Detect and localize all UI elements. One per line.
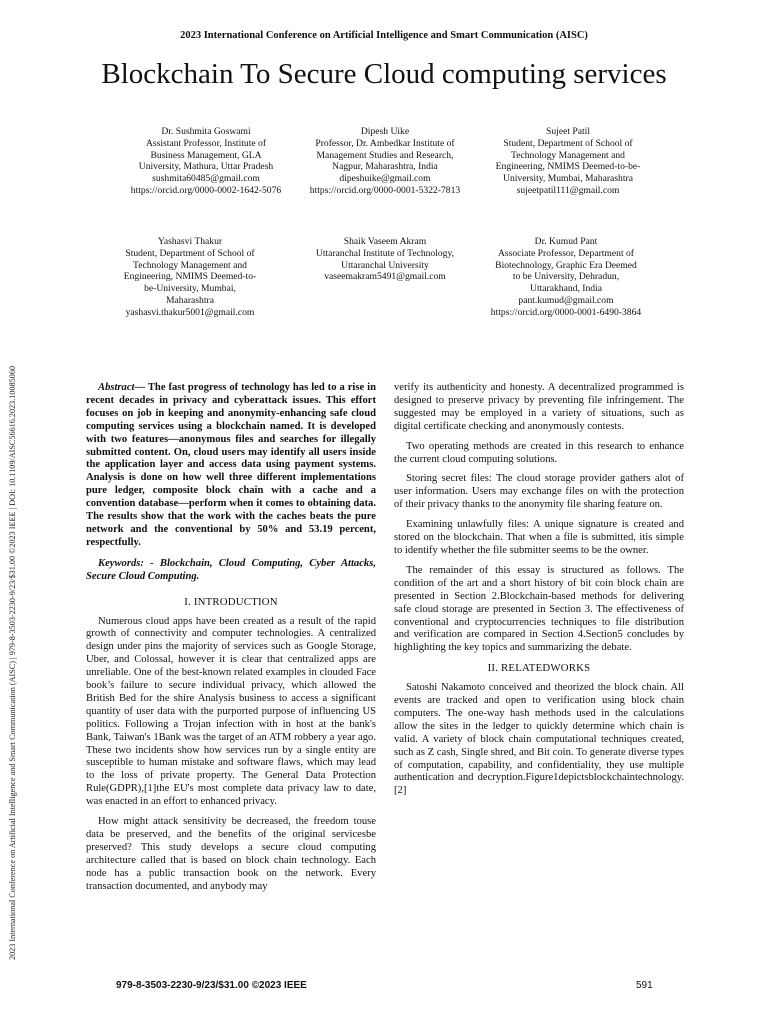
author-orcid: https://orcid.org/0000-0001-5322-7813 — [309, 184, 461, 196]
author-block — [468, 126, 668, 197]
page-number: 591 — [636, 980, 653, 991]
body-paragraph: The remainder of this essay is structured as follows. The condition of the art and a short history of bit coin block chain are presented in Section 2.Blockchain-based methods for delivering safe cloud storage are presented in Section 3. The effectiveness of conventional and cryptocurrencies techniques to file distribution and verification are compared in Section 4.Section5 concludes by highlighting the key topics and summarizing the debate. — [394, 564, 684, 654]
author-line: Associate Professor, Department of — [497, 247, 635, 259]
author-line: Engineering, NMIMS Deemed-to-be- — [495, 161, 641, 173]
author-name: Shaik Vaseem Akram — [343, 236, 427, 247]
author-name: Yashasvi Thakur — [157, 236, 223, 247]
author-line: Uttarakhand, India — [530, 283, 602, 295]
author-block — [466, 236, 666, 319]
conference-header: 2023 International Conference on Artificial Intelligence and Smart Communication (AISC) — [180, 30, 588, 41]
author-name: Dipesh Uike — [360, 126, 410, 137]
author-email: vaseemakram5491@gmail.com — [324, 271, 446, 283]
author-line: Maharashtra — [166, 294, 214, 306]
author-line: Engineering, NMIMS Deemed-to- — [123, 271, 257, 283]
left-column — [86, 382, 376, 901]
author-line: Nagpur, Maharashtra, India — [332, 161, 438, 173]
paper-title: Blockchain To Secure Cloud computing services — [101, 58, 667, 90]
body-paragraph: Two operating methods are created in this research to enhance the current cloud computing solutions. — [394, 440, 684, 465]
author-email: yashasvi.thakur5001@gmail.com — [125, 306, 255, 318]
author-line: be-University, Mumbai, — [144, 283, 236, 295]
section-heading-introduction: I. INTRODUCTION — [184, 595, 278, 608]
doi-side-strip: 2023 International Conference on Artificial Intelligence and Smart Communication (AISC) | 979-8-3503-2230-9/23/$31.00 ©2023 IEEE | DOI: 10.1109/AISC56616.2023.10085060 — [8, 365, 17, 960]
author-block — [106, 126, 306, 197]
author-orcid: https://orcid.org/0000-0002-1642-5076 — [130, 184, 282, 196]
author-name: Sujeet Patil — [546, 126, 590, 137]
body-paragraph: How might attack sensitivity be decreased, the freedom touse data be preserved, and the benefits of the original servicesbe preserved? This study develops a secure cloud computing architecture called that is based on block chain technology. Each node has a public transaction book on the network. Every transaction documented, and anybody may — [86, 816, 376, 892]
author-line: to be University, Dehradun, — [512, 271, 620, 283]
section-heading-related-works: II. RELATEDWORKS — [487, 662, 591, 675]
abstract — [86, 382, 376, 550]
author-line: Uttaranchal University — [341, 259, 429, 271]
author-line: University, Mathura, Uttar Pradesh — [138, 161, 274, 173]
abstract-label: Abstract— — [98, 382, 146, 393]
author-name: Dr. Sushmita Goswami — [161, 126, 251, 137]
author-email: sushmita60485@gmail.com — [152, 173, 260, 185]
author-line: Assistant Professor, Institute of — [145, 137, 267, 149]
author-line: Technology Management and — [133, 259, 247, 271]
footer-copyright: 979-8-3503-2230-9/23/$31.00 ©2023 IEEE — [116, 980, 307, 991]
abstract-text: The fast progress of technology has led to a rise in recent decades in privacy and cyberattack issues. This effort focuses on job in keeping and anonymity-enhancing safe cloud computing services using a blockchain named. It is developed with two features—anonymous files and searches for illegally submitted content. On, cloud users may identify all users inside the application layer and access data using payment systems. Analysis is done on how well three different implementations pure ledger, composite block chain with a cache and a convention database—perform when it comes to obtaining data. The results show that the work with the caches beats the pure network and the conventional by 50% and 53.19 percent, respectfully. — [86, 382, 376, 548]
author-line: Biotechnology, Graphic Era Deemed — [495, 259, 637, 271]
author-orcid: https://orcid.org/0000-0001-6490-3864 — [490, 306, 642, 318]
keywords: Keywords: - Blockchain, Cloud Computing, Cyber Attacks, Secure Cloud Computing. — [86, 557, 376, 582]
author-email: pant.kumud@gmail.com — [518, 294, 614, 306]
author-line: Student, Department of School of — [125, 247, 255, 259]
author-line: Professor, Dr. Ambedkar Institute of — [315, 137, 455, 149]
author-email: sujeetpatil111@gmail.com — [516, 184, 620, 196]
right-column — [394, 382, 684, 805]
author-line: University, Mumbai, Maharashtra — [503, 173, 633, 185]
body-paragraph: Numerous cloud apps have been created as a result of the rapid growth of connectivity and computer technologies. A centralized design under pins the majority of services such as Google Storage, Uber, and Colossal, however it is clear that centralized apps are unreliable. One of the best-known related examples in clouded Face book’s failure to secure individual privacy, which allowed the British Bed for the shire Analysis business to access a significant quantity of user data with the purported purpose of influencing US politics. Following a Trojan infection with in host at the bank's Bank, Taiwan's 1Bank was the target of an ATM robbery a year ago. These two incidents show how services run by a single entity are susceptible to human mistake and software flaws, which may lead to the loss of private property. The General Data Protection Rule(GDPR),[1]the EU's most complete data privacy law to date, was enacted in an effort to enhanced privacy. — [86, 615, 376, 808]
body-paragraph: Satoshi Nakamoto conceived and theorized the block chain. All events are tracked and open to verification using block chain computers. The one-way hash methods used in the calculations allow the sites in the ledger to quickly determine which chain is valid. A variety of block chain computational techniques created, such as Z cash, Single shred, and Bit coin. To generate diverse types of computation, capability, and confidentiality, they use multiple authentication and decryption.Figure1depictsblockchaintechnology. [2] — [394, 682, 684, 797]
author-line: Student, Department of School of — [503, 137, 633, 149]
author-email: dipeshuike@gmail.com — [339, 173, 431, 185]
body-paragraph: Storing secret files: The cloud storage provider gathers alot of user information. Users may exchange files on with the protection of their privacy thanks to the anonymity file sharing feature on. — [394, 473, 684, 511]
author-name: Dr. Kumud Pant — [534, 236, 598, 247]
author-line: Uttaranchal Institute of Technology, — [315, 247, 455, 259]
body-paragraph: verify its authenticity and honesty. A decentralized programmed is designed to preserve privacy by preventing file infringement. The suggested may be employed in a variety of situations, such as digital certificate checking and anonymously contests. — [394, 382, 684, 432]
body-paragraph: Examining unlawfully files: A unique signature is created and stored on the blockchain. That when a file is submitted, itis simple to identify whether the file submitter seems to be the owner. — [394, 519, 684, 556]
author-line: Management Studies and Research, — [316, 149, 454, 161]
author-block — [90, 236, 290, 319]
author-block — [285, 126, 485, 197]
author-block — [285, 236, 485, 283]
author-line: Business Management, GLA — [150, 149, 262, 161]
author-line: Technology Management and — [511, 149, 625, 161]
